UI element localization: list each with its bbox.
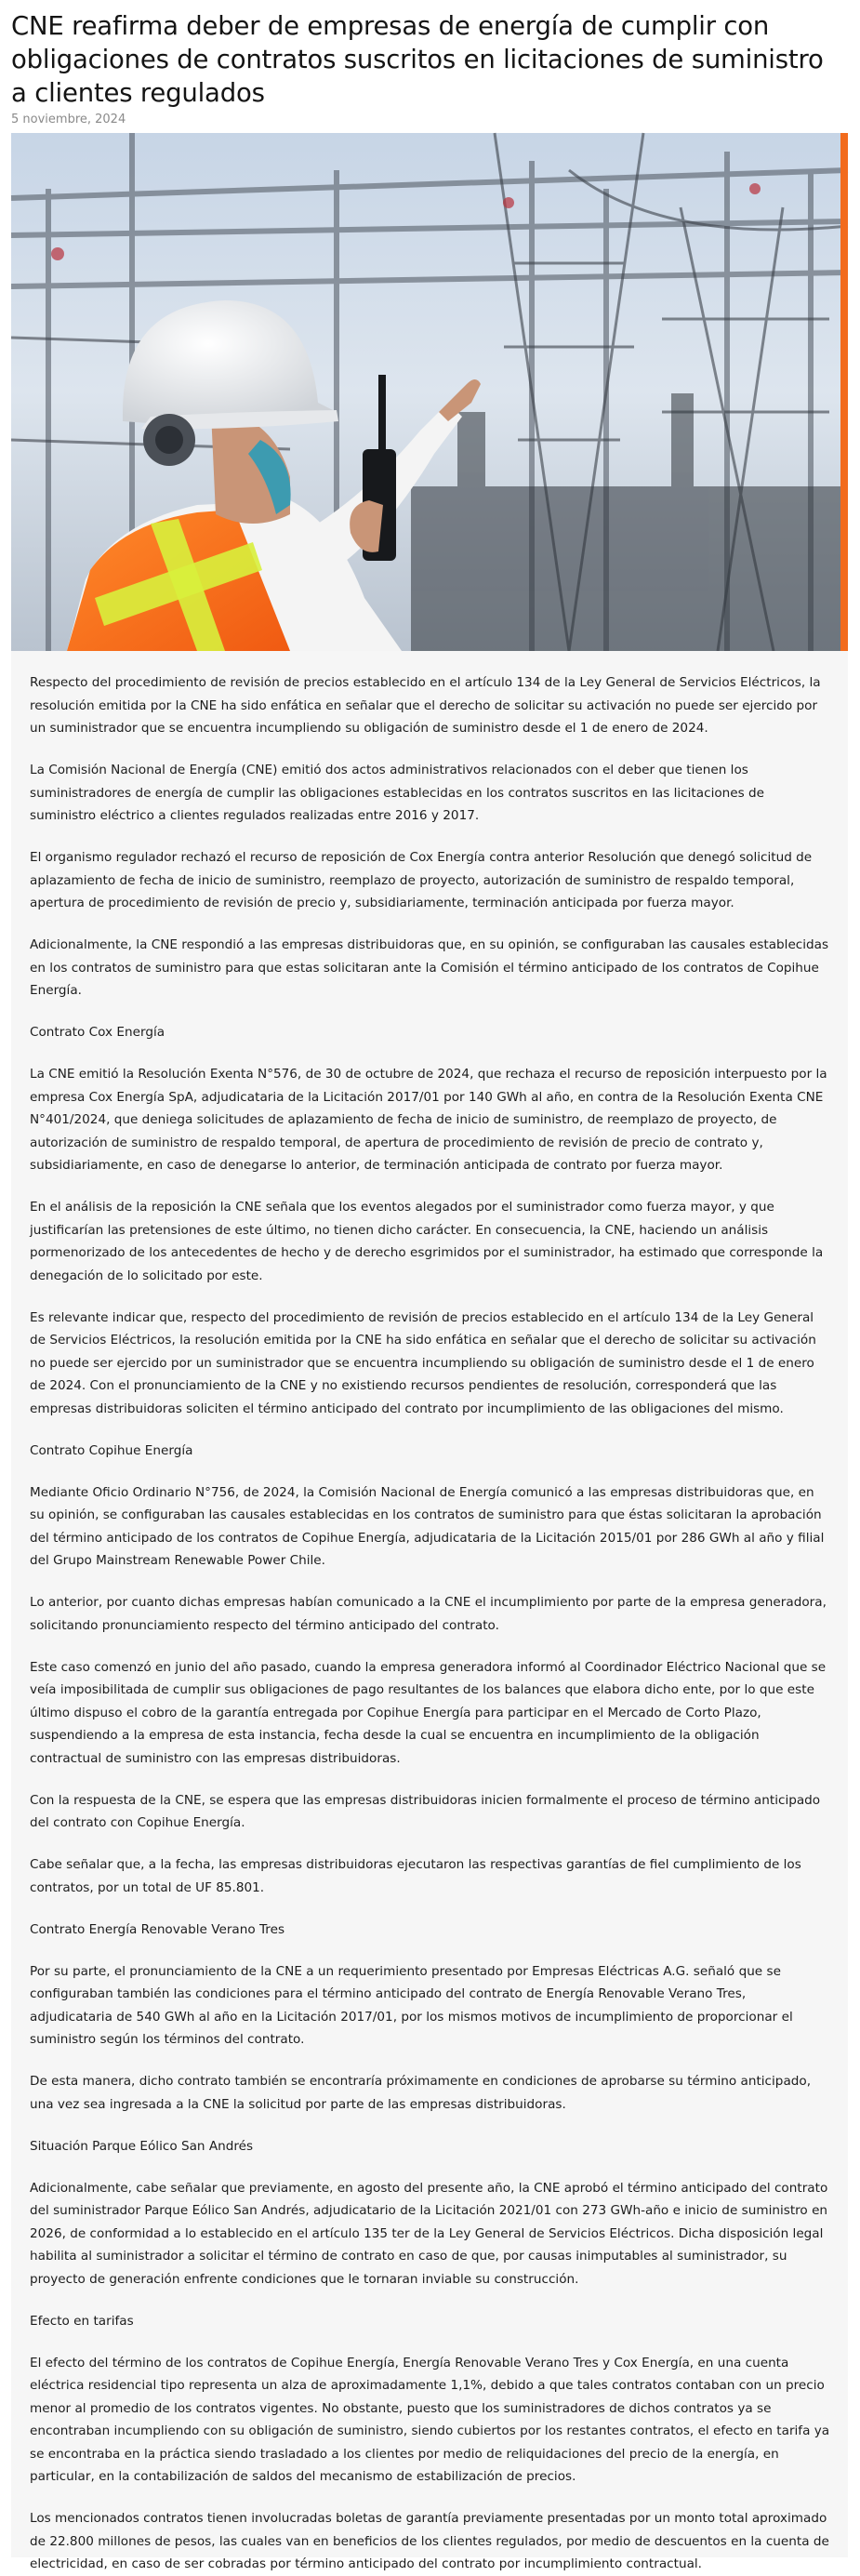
subheading-san-andres: Situación Parque Eólico San Andrés — [30, 2138, 254, 2154]
paragraph-oficio-756: Mediante Oficio Ordinario N°756, de 2024, la Comisión Nacional de Energía comunicó a las empresas distribuidoras que, en su opinión, se configuraban las causales establecidas en los contratos de suministro para que éstas solicitaran la aprobación del término anticipado de los contratos de Copihue Energía, adjudicataria de la Licitación 2015/01 por 286 GWh al año y filial del Grupo Mainstream Renewable Power Chile. — [30, 1484, 825, 1568]
article-title: CNE reafirma deber de empresas de energía de cumplir con obligaciones de contratos suscritos en licitaciones de suministro a clientes regulados — [11, 11, 824, 108]
paragraph-analisis-reposicion: En el análisis de la reposición la CNE señala que los eventos alegados por el suministrador como fuerza mayor, y que justificarían las pretensiones de este último, no tienen dicho carácter. En consecuencia, la CNE, haciendo un análisis pormenorizado de los antecedentes de hecho y de derecho esgrimidos por el suministrador, ha estimado que corresponde la denegación de lo solicitado por este. — [30, 1200, 824, 1283]
paragraph-boletas-garantia: Los mencionados contratos tienen involucradas boletas de garantía previamente presentadas por un monto total aproximado de 22.800 millones de pesos, las cuales van en beneficios de los clientes regulados, por medio de descuentos en la cuenta de electricidad, en caso de ser cobradas por término anticipado del contrato por incumplimiento contractual. — [30, 2511, 829, 2571]
article-body — [11, 651, 848, 2571]
subheading-verano-tres: Contrato Energía Renovable Verano Tres — [30, 1921, 285, 1937]
hero-image — [11, 133, 848, 651]
paragraph-intro: Respecto del procedimiento de revisión de precios establecido en el artículo 134 de la Ley General de Servicios Eléctricos, la resolución emitida por la CNE ha sido enfática en señalar que el derecho de solicitar su activación no puede ser ejercido por un suministrador que se encuentra incumpliendo su obligación de suministro desde el 1 de enero de 2024. — [30, 675, 821, 736]
paragraph-respuesta-cne: Con la respuesta de la CNE, se espera que las empresas distribuidoras inicien formalmente el proceso de término anticipado del contrato con Copihue Energía. — [30, 1792, 821, 1830]
paragraph-garantias-uf: Cabe señalar que, a la fecha, las empresas distribuidoras ejecutaron las respectivas garantías de fiel cumplimiento de los contratos, por un total de UF 85.801. — [30, 1857, 801, 1895]
paragraph-articulo-134: Es relevante indicar que, respecto del procedimiento de revisión de precios establecido en el artículo 134 de la Ley General de Servicios Eléctricos, la resolución emitida por la CNE ha sido enfática en señalar que el derecho de solicitar su activación no puede ser ejercido por un suministrador que se encuentra incumpliendo su obligación de suministro desde el 1 de enero de 2024. Con el pronunciamiento de la CNE y no existiendo recursos pendientes de resolución, corresponderá que las empresas distribuidoras soliciten el término anticipado del contrato por incumplimiento de las obligaciones del mismo. — [30, 1309, 816, 1416]
paragraph-rechazo-recurso: El organismo regulador rechazó el recurso de reposición de Cox Energía contra anterior Resolución que denegó solicitud de aplazamiento de fecha de inicio de suministro, reemplazo de proyecto, autorización de suministro de respaldo temporal, apertura de procedimiento de revisión de precio y, subsidiariamente, terminación anticipada por fuerza mayor. — [30, 850, 813, 910]
paragraph-caso-junio: Este caso comenzó en junio del año pasado, cuando la empresa generadora informó al Coordinador Eléctrico Nacional que se veía imposibilitada de cumplir sus obligaciones de pago resultantes de los balances que elabora dicho ente, por lo que este último dispuso el cobro de la garantía entregada por Copihue Energía para participar en el Mercado de Corto Plazo, suspendiendo a la empresa de esta instancia, fecha desde la cual se encuentra en incumplimiento de la obligación contractual de suministro con las empresas distribuidoras. — [30, 1659, 827, 1766]
paragraph-cne-actos: La Comisión Nacional de Energía (CNE) emitió dos actos administrativos relacionados con el deber que tienen los suministradores de energía de cumplir las obligaciones establecidas en los contratos suscritos en las licitaciones de suministro eléctrico a clientes regulados realizadas entre 2016 y 2017. — [30, 763, 765, 823]
paragraph-efecto-tarifas: El efecto del término de los contratos de Copihue Energía, Energía Renovable Verano Tres y Cox Energía, en una cuenta eléctrica residencial tipo representa un alza de aproximadamente 1,1%, debido a que tales contratos contaban con un precio menor al promedio de los contratos vigentes. No obstante, puesto que los suministradores de dichos contratos ya se encontraban incumpliendo con su obligación de suministro, siendo cubiertos por los restantes contratos, el efecto en tarifa ya se encontraba en la práctica siendo trasladado a los clientes por medio de reliquidaciones del precio de la energía, en particular, en la contabilización de saldos del mecanismo de estabilización de precios. — [30, 2355, 830, 2484]
engineer-photo-icon — [11, 133, 848, 651]
subheading-copihue-energia: Contrato Copihue Energía — [30, 1442, 193, 1458]
paragraph-distribuidoras: Adicionalmente, la CNE respondió a las empresas distribuidoras que, en su opinión, se configuraban las causales establecidas en los contratos de suministro para que estas solicitaran ante la Comisión el término anticipado de los contratos de Copihue Energía. — [30, 937, 829, 998]
article-date: 5 noviembre, 2024 — [11, 113, 126, 126]
paragraph-de-esta-manera: De esta manera, dicho contrato también se encontraría próximamente en condiciones de aprobarse su término anticipado, una vez sea ingresada a la CNE la solicitud por parte de las empresas distribuidoras. — [30, 2074, 812, 2112]
paragraph-empresas-electricas: Por su parte, el pronunciamiento de la CNE a un requerimiento presentado por Empresas Eléctricas A.G. señaló que se configuraban también las condiciones para el término anticipado del contrato de Energía Renovable Verano Tres, adjudicataria de 540 GWh al año en la Licitación 2017/01, por los mismos motivos de incumplimiento de proporcionar el suministro según los términos del contrato. — [30, 1963, 793, 2047]
subheading-efecto-tarifas: Efecto en tarifas — [30, 2313, 134, 2329]
paragraph-san-andres: Adicionalmente, cabe señalar que previamente, en agosto del presente año, la CNE aprobó el término anticipado del contrato del suministrador Parque Eólico San Andrés, adjudicatario de la Licitación 2021/01 con 273 GWh-año e inicio de suministro en 2026, de conformidad a lo establecido en el artículo 135 ter de la Ley General de Servicios Eléctricos. Dicha disposición legal habilita al suministrador a solicitar el término de contrato en caso de que, por causas inimputables al suministrador, su proyecto de generación enfrente condiciones que le tornaran inviable su construcción. — [30, 2180, 828, 2287]
paragraph-incumplimiento: Lo anterior, por cuanto dichas empresas habían comunicado a la CNE el incumplimiento por parte de la empresa generadora, solicitando pronunciamiento respecto del término anticipado del contrato. — [30, 1595, 827, 1633]
subheading-cox-energia: Contrato Cox Energía — [30, 1025, 165, 1040]
paragraph-resolucion-576: La CNE emitió la Resolución Exenta N°576, de 30 de octubre de 2024, que rechaza el recurso de reposición interpuesto por la empresa Cox Energía SpA, adjudicataria de la Licitación 2017/01 por 140 GWh al año, en contra de la Resolución Exenta CNE N°401/2024, que deniega solicitudes de aplazamiento de fecha de inicio de suministro, de reemplazo de proyecto, de autorización de suministro de respaldo temporal, de apertura de procedimiento de revisión de precio de contrato y, subsidiariamente, en caso de denegarse lo anterior, de terminación anticipada de contrato por fuerza mayor. — [30, 1067, 827, 1173]
